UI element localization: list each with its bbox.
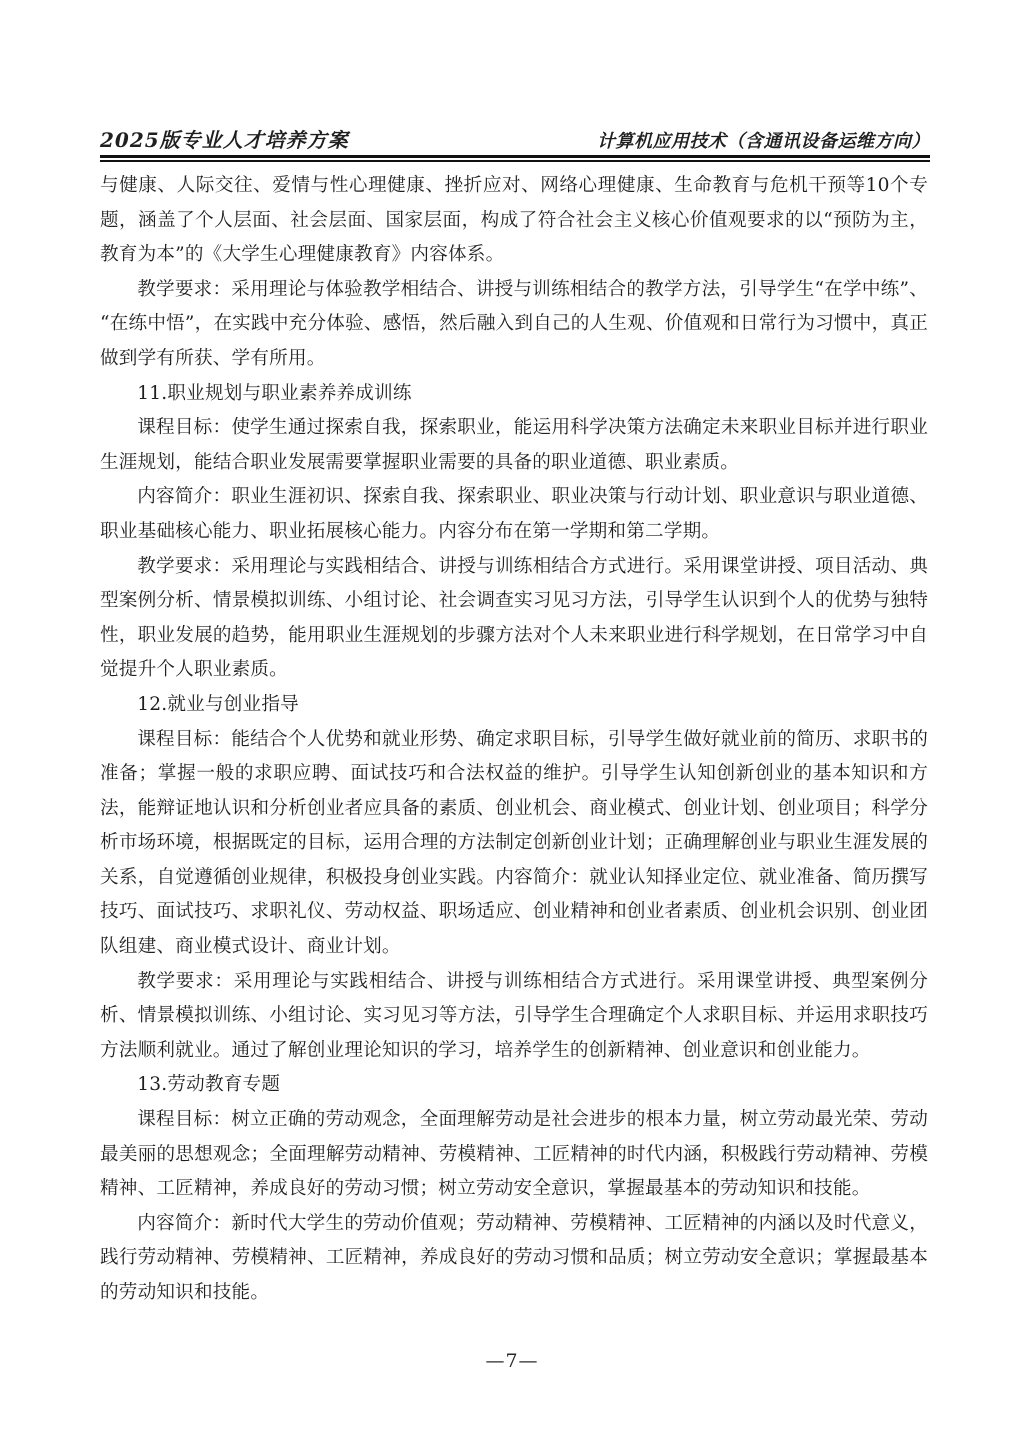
paragraph: 教学要求：采用理论与实践相结合、讲授与训练相结合方式进行。采用课堂讲授、典型案例分析、情景模拟训练、小组讨论、实习见习等方法，引导学生合理确定个人求职目标、并运用求职技巧方法顺利就业。通过了解创业理论知识的学习，培养学生的创新精神、创业意识和创业能力。	[100, 970, 928, 1061]
header-rule-thick-line	[100, 155, 930, 158]
document-body	[100, 169, 928, 1311]
paragraph: 教学要求：采用理论与实践相结合、讲授与训练相结合方式进行。采用课堂讲授、项目活动、典型案例分析、情景模拟训练、小组讨论、社会调查实习见习方法，引导学生认识到个人的优势与独特性，职业发展的趋势，能用职业生涯规划的步骤方法对个人未来职业进行科学规划，在日常学习中自觉提升个人职业素质。	[100, 555, 928, 681]
header-rule	[100, 155, 930, 162]
paragraph: 教学要求：采用理论与体验教学相结合、讲授与训练相结合的教学方法，引导学生“在学中练”、“在练中悟”，在实践中充分体验、感悟，然后融入到自己的人生观、价值观和日常行为习惯中，真正做到学有所获、学有所用。	[100, 278, 928, 369]
page-header	[100, 124, 930, 153]
section-heading: 11.职业规划与职业素养养成训练	[137, 382, 412, 404]
paragraph: 与健康、人际交往、爱情与性心理健康、挫折应对、网络心理健康、生命教育与危机干预等10个专题，涵盖了个人层面、社会层面、国家层面，构成了符合社会主义核心价值观要求的以“预防为主，教育为本”的《大学生心理健康教育》内容体系。	[100, 175, 928, 266]
header-rule-thin-line	[100, 160, 930, 162]
paragraph: 课程目标：使学生通过探索自我，探索职业，能运用科学决策方法确定未来职业目标并进行职业生涯规划，能结合职业发展需要掌握职业需要的具备的职业道德、职业素质。	[100, 417, 928, 473]
paragraph: 内容简介：新时代大学生的劳动价值观；劳动精神、劳模精神、工匠精神的内涵以及时代意义，践行劳动精神、劳模精神、工匠精神，养成良好的劳动习惯和品质；树立劳动安全意识；掌握最基本的劳动知识和技能。	[100, 1212, 928, 1303]
paragraph: 课程目标：树立正确的劳动观念，全面理解劳动是社会进步的根本力量，树立劳动最光荣、劳动最美丽的思想观念；全面理解劳动精神、劳模精神、工匠精神的时代内涵，积极践行劳动精神、劳模精神、工匠精神，养成良好的劳动习惯；树立劳动安全意识，掌握最基本的劳动知识和技能。	[100, 1109, 928, 1200]
section-heading: 12.就业与创业指导	[137, 693, 299, 715]
paragraph: 课程目标：能结合个人优势和就业形势、确定求职目标，引导学生做好就业前的简历、求职书的准备；掌握一般的求职应聘、面试技巧和合法权益的维护。引导学生认知创新创业的基本知识和方法，能辩证地认识和分析创业者应具备的素质、创业机会、商业模式、创业计划、创业项目；科学分析市场环境，根据既定的目标，运用合理的方法制定创新创业计划；正确理解创业与职业生涯发展的关系，自觉遵循创业规律，积极投身创业实践。内容简介：就业认知择业定位、就业准备、简历撰写技巧、面试技巧、求职礼仪、劳动权益、职场适应、创业精神和创业者素质、创业机会识别、创业团队组建、商业模式设计、商业计划。	[100, 728, 928, 958]
page-number: —7—	[485, 1350, 539, 1372]
paragraph: 内容简介：职业生涯初识、探索自我、探索职业、职业决策与行动计划、职业意识与职业道德、职业基础核心能力、职业拓展核心能力。内容分布在第一学期和第二学期。	[100, 486, 928, 542]
header-right-title: 计算机应用技术（含通讯设备运维方向）	[597, 131, 930, 152]
section-heading: 13.劳动教育专题	[137, 1074, 281, 1096]
header-left-title: 2025版专业人才培养方案	[100, 128, 349, 152]
